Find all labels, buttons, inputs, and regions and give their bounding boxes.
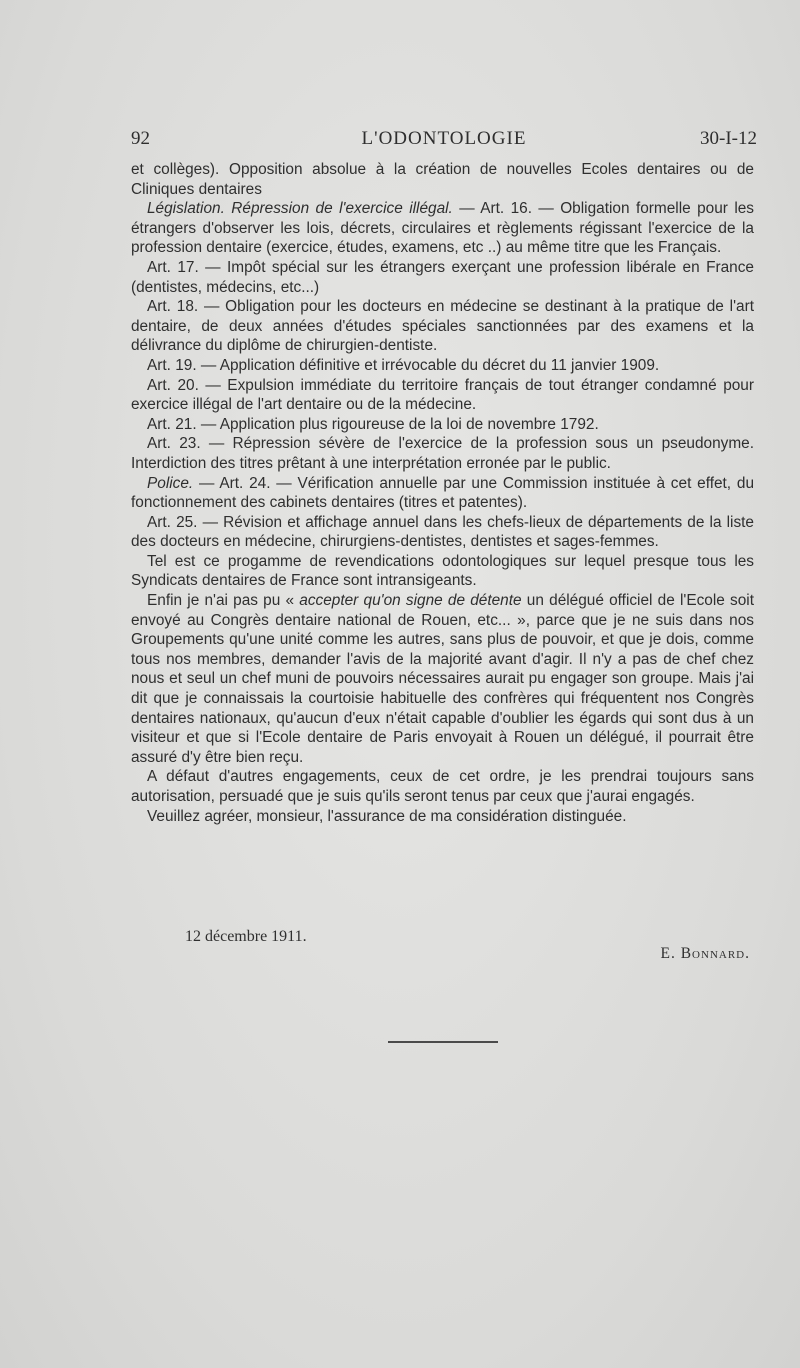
paragraph-text: Tel est ce progamme de revendications odontologiques sur lequel presque tous les Syndicats dentaires de France sont intransigeants. (131, 552, 754, 590)
journal-title: L'ODONTOLOGIE (361, 128, 527, 149)
letter-date: 12 décembre 1911. (185, 928, 307, 945)
paragraph (131, 513, 754, 552)
signature-name: Bonnard. (680, 945, 750, 962)
paragraph-text: Art. 18. — Obligation pour les docteurs en médecine se destinant à la pratique de l'art dentaire, de deux années d'études spéciales sanctionnées par des examens et la délivrance du diplôme de chirurgien-dentiste. (131, 298, 754, 355)
running-header (131, 128, 757, 158)
paragraph (131, 767, 754, 806)
paragraph (131, 356, 754, 376)
section-end-rule (388, 1041, 498, 1043)
signature (661, 945, 751, 963)
paragraph-text: Art. 21. — Application plus rigoureuse de la loi de novembre 1792. (147, 415, 599, 433)
paragraph (131, 258, 754, 297)
italic-text: Police. (147, 474, 194, 492)
paragraph (131, 552, 754, 591)
paragraph-text: Art. 17. — Impôt spécial sur les étrangers exerçant une profession libérale en France (dentistes, médecins, etc...) (131, 258, 754, 296)
paragraph (131, 415, 754, 435)
paragraph-text: Art. 19. — Application définitive et irrévocable du décret du 11 janvier 1909. (147, 356, 660, 374)
paragraph-text: — Art. 24. — Vérification annuelle par une Commission instituée à cet effet, du fonctionnement des cabinets dentaires (titres et patentes). (131, 474, 754, 512)
paragraph-text: A défaut d'autres engagements, ceux de cet ordre, je les prendrai toujours sans autorisation, persuadé que je suis qu'ils seront tenus par ceux que j'aurai engagés. (131, 768, 754, 805)
paragraph-text: Enfin je n'ai pas pu « (147, 592, 300, 610)
paragraph-text: Veuillez agréer, monsieur, l'assurance de ma considération distinguée. (147, 807, 627, 825)
paragraph-text: Art. 20. — Expulsion immédiate du territoire français de tout étranger condamné pour exercice illégal de l'art dentaire ou de la médecine. (131, 376, 754, 414)
paragraph (131, 199, 754, 258)
paragraph-text: un délégué officiel de l'Ecole soit envoyé au Congrès dentaire national de Rouen, etc... », parce que je ne suis dans nos Groupements qu'une unité comme les autres, sans plus de pouvoir, et que je dois, comme tous nos membres, demander l'avis de la majorité avant d'agir. Il n'y a pas de chef chez nous et seul un chef muni de pouvoirs nécessaires aurait pu engager son groupe. Mais j'ai dit que je connaissais la courtoisie habituelle des confrères qui fréquentent nos Congrès dentaires nationaux, qu'aucun d'eux n'était capable d'oublier les égards qui sont dus à un visiteur et que si l'Ecole dentaire de Paris envoyait à Rouen un délégué, il pourrait être assuré d'y être bien reçu. (131, 592, 755, 766)
page-number: 92 (131, 128, 150, 149)
paragraph (131, 474, 754, 513)
paragraph (131, 591, 754, 767)
paragraph (131, 434, 754, 473)
paragraph (131, 807, 754, 827)
paragraph-text: — Art. 16. — Obligation formelle pour les étrangers d'observer les lois, décrets, circulaires et règlements régissant l'exercice de la profession dentaire (exercice, études, examens, etc ..) au même titre que les Français. (131, 200, 755, 257)
paragraph-text: Art. 25. — Révision et affichage annuel dans les chefs-lieux de départements de la liste des docteurs en médecine, chirurgiens-dentistes, dentistes et sages-femmes. (131, 513, 754, 551)
issue-date: 30-I-12 (700, 128, 757, 149)
paragraph-text: Art. 23. — Répression sévère de l'exercice de la profession sous un pseudonyme. Interdiction des titres prêtant à une interprétation erronée par le public. (131, 435, 754, 472)
paragraph (131, 376, 754, 415)
italic-text: accepter qu'on signe de détente (299, 592, 522, 610)
paragraph-text: et collèges). Opposition absolue à la création de nouvelles Ecoles dentaires ou de Cliniques dentaires (131, 161, 754, 198)
signature-initial: E. (660, 945, 681, 962)
paragraph (131, 297, 754, 356)
italic-text: Législation. Répression de l'exercice illégal. (147, 200, 453, 218)
article-body (131, 160, 754, 826)
paragraph (131, 160, 754, 199)
